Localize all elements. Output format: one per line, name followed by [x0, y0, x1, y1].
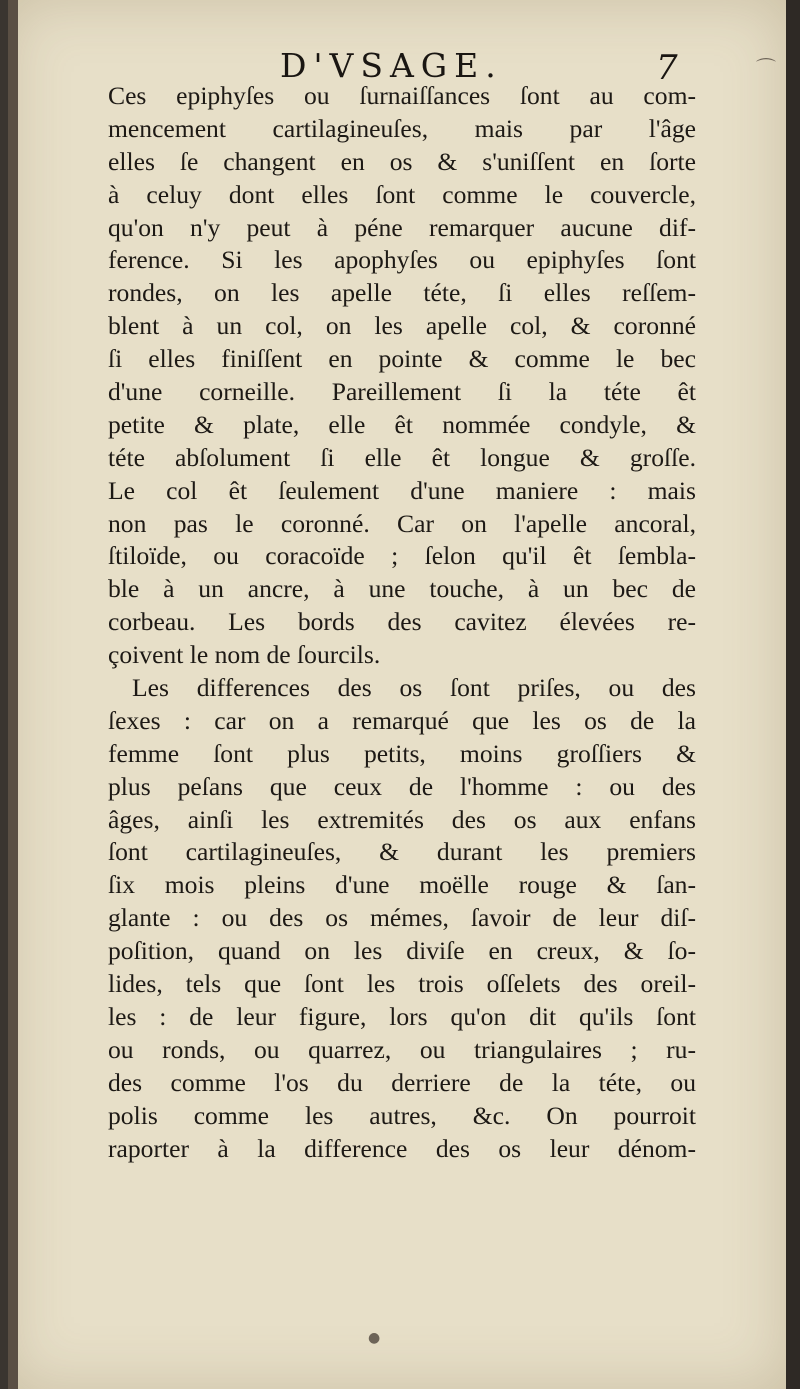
- text-line: ou ronds, ou quarrez, ou triangulaires ; ru-: [108, 1034, 696, 1064]
- text-line: ſexes : car on a remarqué que les os de la: [108, 705, 696, 735]
- running-title: D'VSAGE.: [280, 46, 503, 85]
- page-edge-shadow: [786, 0, 800, 1389]
- text-line: elles ſe changent en os & s'uniſſent en ſorte: [108, 146, 696, 176]
- text-line: plus peſans que ceux de l'homme : ou des: [108, 771, 696, 801]
- text-line: non pas le coronné. Car on l'apelle ancoral,: [108, 508, 696, 538]
- margin-mark: ⌒: [756, 56, 776, 80]
- text-line: blent à un col, on les apelle col, & coronné: [108, 311, 696, 341]
- text-line: raporter à la difference des os leur dénom-: [108, 1133, 696, 1163]
- ink-blot: ●: [368, 1330, 381, 1346]
- text-line: corbeau. Les bords des cavitez élevées re-: [108, 607, 696, 637]
- text-line: Le col êt ſeulement d'une maniere : mais: [108, 475, 696, 505]
- text-line: d'une corneille. Pareillement ſi la téte êt: [108, 377, 696, 407]
- page-number: 7: [656, 48, 678, 88]
- text-line: petite & plate, elle êt nommée condyle, &: [108, 409, 696, 439]
- text-line: les : de leur figure, lors qu'on dit qu'ils ſont: [108, 1001, 696, 1031]
- text-line: rondes, on les apelle téte, ſi elles reſſem-: [108, 278, 696, 308]
- text-line: polis comme les autres, &c. On pourroit: [108, 1100, 696, 1130]
- book-page: [8, 0, 786, 1389]
- text-line: glante : ou des os mémes, ſavoir de leur diſ-: [108, 903, 696, 933]
- text-line: qu'on n'y peut à péne remarquer aucune dif-: [108, 212, 696, 242]
- text-line: ſont cartilagineuſes, & durant les premiers: [108, 837, 696, 867]
- text-line: femme ſont plus petits, moins groſſiers &: [108, 738, 696, 768]
- text-line: âges, ainſi les extremités des os aux enfans: [108, 804, 696, 834]
- text-line: ference. Si les apophyſes ou epiphyſes ſont: [108, 245, 696, 275]
- text-line: des comme l'os du derriere de la téte, ou: [108, 1067, 696, 1097]
- text-line: ble à un ancre, à une touche, à un bec de: [108, 574, 696, 604]
- text-line: çoivent le nom de ſourcils.: [108, 640, 381, 670]
- text-line: lides, tels que ſont les trois oſſelets des oreil-: [108, 969, 696, 999]
- text-line: ſix mois pleins d'une moëlle rouge & ſan-: [108, 870, 696, 900]
- body-text: [108, 80, 696, 1165]
- text-line: ſtiloïde, ou coracoïde ; ſelon qu'il êt ſembla-: [108, 541, 696, 571]
- text-line: à celuy dont elles ſont comme le couvercle,: [108, 179, 696, 209]
- text-line: mencement cartilagineuſes, mais par l'âge: [108, 113, 696, 143]
- text-line: Ces epiphyſes ou ſurnaiſſances ſont au com-: [108, 81, 696, 110]
- text-line: ſi elles finiſſent en pointe & comme le bec: [108, 344, 696, 374]
- text-line: poſition, quand on les diviſe en creux, & ſo-: [108, 936, 696, 966]
- text-line: téte abſolument ſi elle êt longue & groſſe.: [108, 442, 696, 472]
- text-line: Les differences des os ſont priſes, ou des: [132, 673, 696, 703]
- page-binding-edge: [8, 0, 18, 1389]
